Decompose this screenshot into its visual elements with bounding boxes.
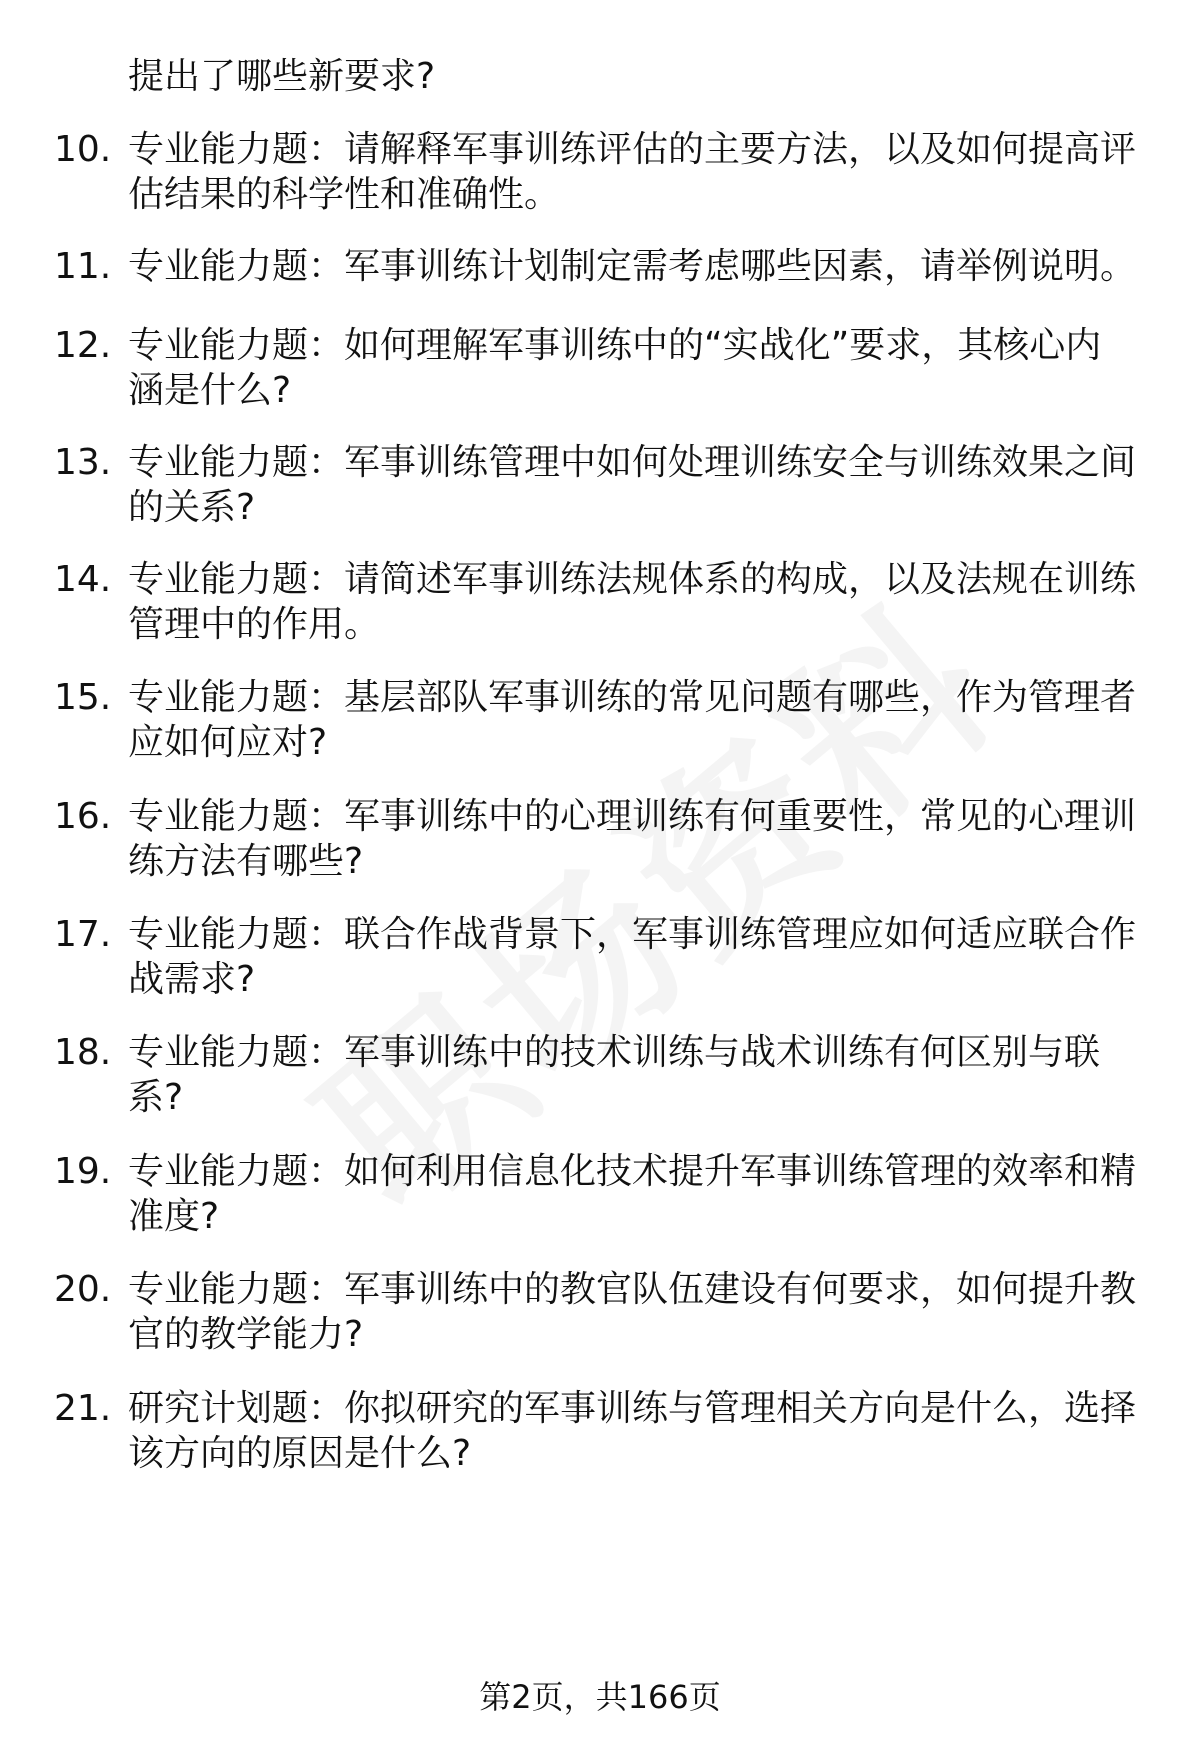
question-text-line: 专业能力题：军事训练管理中如何处理训练安全与训练效果之间 <box>128 442 1137 483</box>
question-number: 21. <box>54 1388 112 1429</box>
question-text-line: 专业能力题：军事训练中的心理训练有何重要性，常见的心理训 <box>128 796 1137 837</box>
question-number: 20. <box>54 1269 112 1310</box>
question-text-line: 专业能力题：联合作战背景下，军事训练管理应如何适应联合作 <box>128 914 1137 955</box>
continuation-line: 提出了哪些新要求? <box>128 56 436 97</box>
question-text-line: 专业能力题：如何利用信息化技术提升军事训练管理的效率和精 <box>128 1151 1137 1192</box>
question-number: 10. <box>54 129 112 170</box>
question-number: 19. <box>54 1151 112 1192</box>
question-text-line: 系? <box>128 1077 184 1118</box>
question-text-line: 专业能力题：军事训练计划制定需考虑哪些因素，请举例说明。 <box>128 246 1137 287</box>
question-text-line: 官的教学能力? <box>128 1314 364 1355</box>
question-text-line: 练方法有哪些? <box>128 841 364 882</box>
question-text-line: 应如何应对? <box>128 722 328 763</box>
question-text-line: 专业能力题：如何理解军事训练中的“实战化”要求，其核心内 <box>128 325 1102 366</box>
question-text-line: 管理中的作用。 <box>128 604 381 645</box>
question-text-line: 估结果的科学性和准确性。 <box>128 174 561 215</box>
question-number: 18. <box>54 1032 112 1073</box>
question-number: 17. <box>54 914 112 955</box>
question-text-line: 专业能力题：请解释军事训练评估的主要方法，以及如何提高评 <box>128 129 1137 170</box>
question-number: 13. <box>54 442 112 483</box>
question-text-line: 的关系? <box>128 487 256 528</box>
page-footer: 第2页，共166页 <box>479 1678 721 1716</box>
question-number: 14. <box>54 559 112 600</box>
question-text-line: 涵是什么? <box>128 370 292 411</box>
question-text-line: 专业能力题：请简述军事训练法规体系的构成，以及法规在训练 <box>128 559 1137 600</box>
question-number: 11. <box>54 246 112 287</box>
question-text-line: 专业能力题：基层部队军事训练的常见问题有哪些，作为管理者 <box>128 677 1137 718</box>
question-number: 15. <box>54 677 112 718</box>
question-text-line: 研究计划题：你拟研究的军事训练与管理相关方向是什么，选择 <box>128 1388 1137 1429</box>
question-text-line: 专业能力题：军事训练中的教官队伍建设有何要求，如何提升教 <box>128 1269 1137 1310</box>
question-number: 12. <box>54 325 112 366</box>
question-text-line: 专业能力题：军事训练中的技术训练与战术训练有何区别与联 <box>128 1032 1101 1073</box>
question-text-line: 该方向的原因是什么? <box>128 1433 472 1474</box>
question-text-line: 战需求? <box>128 959 256 1000</box>
question-number: 16. <box>54 796 112 837</box>
question-text-line: 准度? <box>128 1196 220 1237</box>
